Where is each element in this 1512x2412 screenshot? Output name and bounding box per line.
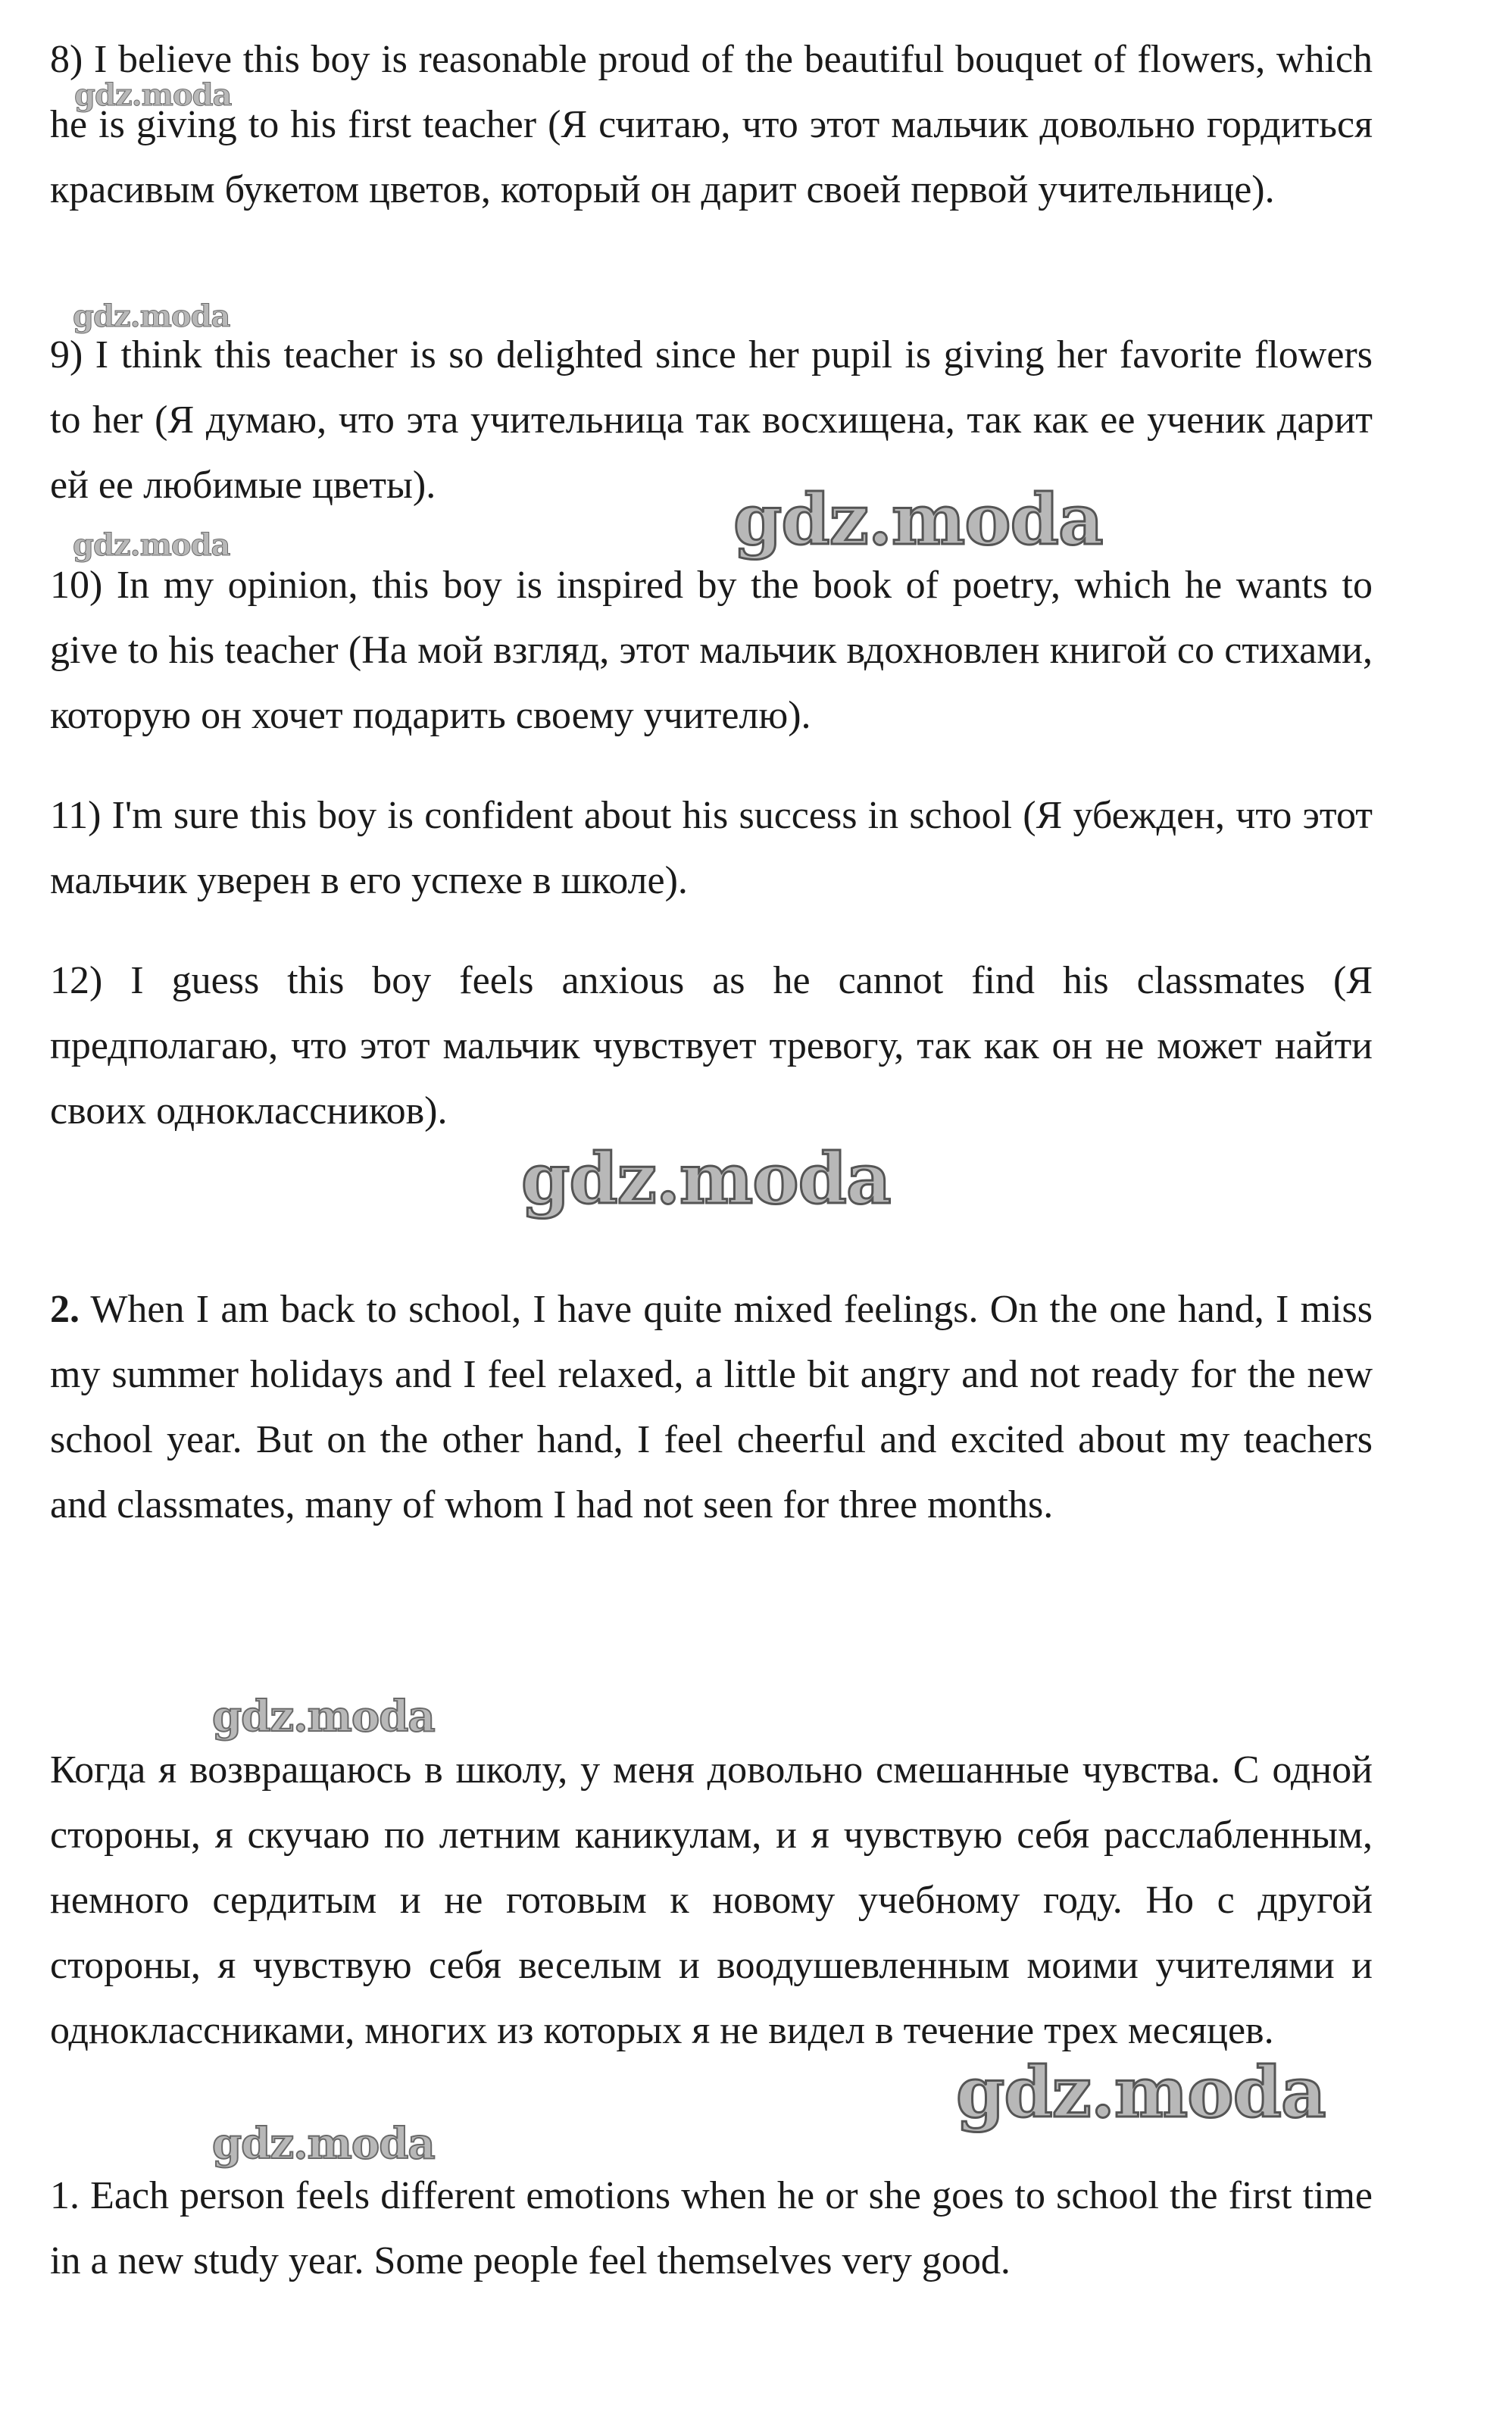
- answer-12: 12) I guess this boy feels anxious as he cannot find his classmates (Я предполагаю, что этот мальчик чувствует тревогу, так как он не может найти своих одноклассников).: [50, 959, 1373, 1133]
- watermark: gdz.moda: [73, 527, 230, 563]
- task-2-russian: Когда я возвращаюсь в школу, у меня довольно смешанные чувства. С одной стороны, я скучаю по летним каникулам, и я чувствую себя расслабленным, немного сердитым и не готовым к новому учебному году. Но с другой стороны, я чувствую себя веселым и воодушевленным моими учителями и одноклассниками, многих из которых я не видел в течение трех месяцев.: [50, 1748, 1373, 2052]
- answer-11: 11) I'm sure this boy is confident about his success in school (Я убежден, что этот мальчик уверен в его успехе в школе).: [50, 794, 1373, 902]
- task-2-english: [50, 1277, 1373, 1538]
- watermark: gdz.moda: [74, 77, 232, 113]
- watermark: gdz.moda: [733, 479, 1103, 561]
- watermark: gdz.moda: [73, 298, 230, 334]
- watermark: gdz.moda: [212, 2119, 435, 2169]
- watermark: gdz.moda: [521, 1138, 891, 1220]
- task-number: 2.: [50, 1288, 80, 1331]
- answer-8: 8) I believe this boy is reasonable proud of the beautiful bouquet of flowers, which he is giving to his first teacher (Я считаю, что этот мальчик довольно гордиться красивым букетом цветов, который он дарит своей первой учительнице).: [50, 38, 1373, 211]
- task-2-text: When I am back to school, I have quite mixed feelings. On the one hand, I miss my summer holidays and I feel relaxed, a little bit angry and not ready for the new school year. But on the other hand, I feel cheerful and excited about my teachers and classmates, many of whom I had not seen for three months.: [50, 1288, 1373, 1526]
- answer-9: 9) I think this teacher is so delighted since her pupil is giving her favorite flowers to her (Я думаю, что эта учительница так восхищена, так как ее ученик дарит ей ее любимые цветы).: [50, 333, 1373, 507]
- watermark: gdz.moda: [956, 2051, 1326, 2133]
- watermark: gdz.moda: [212, 1692, 435, 1742]
- answer-10: 10) In my opinion, this boy is inspired by the book of poetry, which he wants to give to his teacher (На мой взгляд, этот мальчик вдохновлен книгой со стихами, которую он хочет подарить своему учителю).: [50, 564, 1373, 737]
- final-paragraph: 1. Each person feels different emotions when he or she goes to school the first time in a new study year. Some people feel themselves very good.: [50, 2174, 1373, 2282]
